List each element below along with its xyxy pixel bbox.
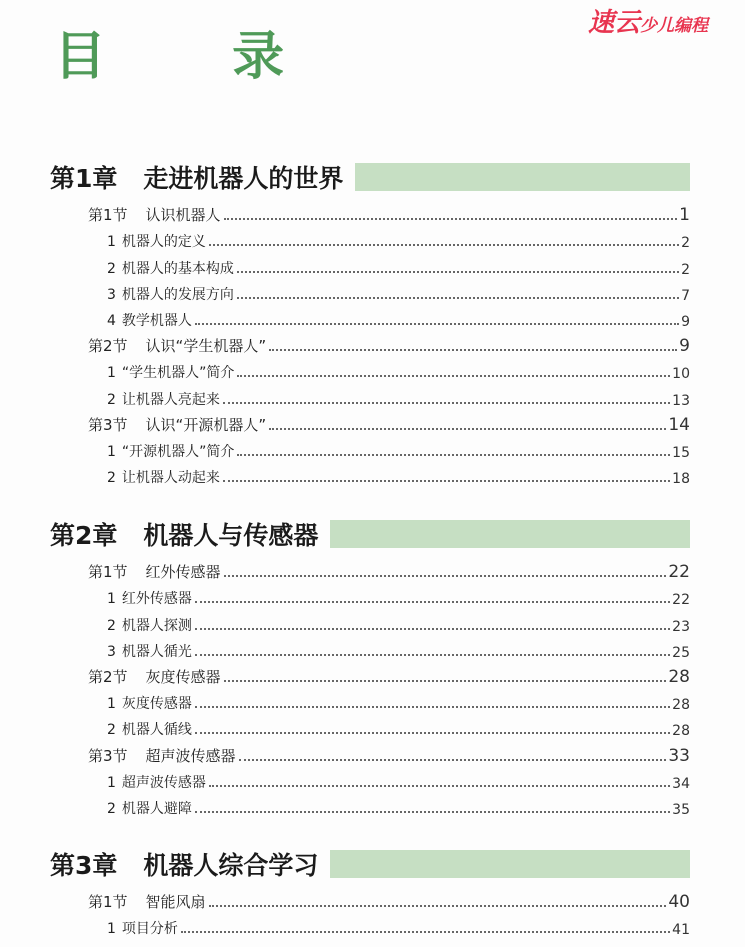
dot-leader bbox=[195, 601, 670, 603]
dot-leader bbox=[224, 680, 667, 682]
entry-number: 第2节 bbox=[88, 667, 128, 686]
page-number: 22 bbox=[668, 562, 690, 583]
chapter-heading[interactable] bbox=[50, 519, 690, 549]
dot-leader bbox=[195, 628, 670, 630]
chapter-3 bbox=[50, 849, 690, 938]
entry-label bbox=[107, 798, 192, 818]
entry-number: 3 bbox=[107, 286, 116, 303]
chapter-name: 走进机器人的世界 bbox=[143, 164, 344, 193]
toc-rows bbox=[50, 199, 690, 487]
entry-number: 1 bbox=[107, 443, 116, 460]
entry-label bbox=[107, 310, 192, 330]
chapter-title bbox=[50, 516, 318, 552]
entry-label bbox=[88, 745, 236, 766]
chapter-number: 第1章 bbox=[50, 164, 118, 193]
entry-label bbox=[88, 335, 266, 356]
entry-title: 教学机器人 bbox=[121, 312, 192, 329]
dot-leader bbox=[209, 785, 670, 787]
dot-leader bbox=[209, 905, 667, 907]
entry-number: 1 bbox=[107, 774, 116, 791]
entry-number: 1 bbox=[107, 234, 116, 251]
dot-leader bbox=[237, 454, 670, 456]
entry-label bbox=[107, 258, 234, 278]
entry-label bbox=[107, 588, 192, 608]
entry-label bbox=[107, 918, 178, 938]
page-number: 15 bbox=[672, 444, 690, 461]
page-number: 14 bbox=[668, 414, 690, 435]
chapter-name: 机器人综合学习 bbox=[143, 851, 319, 880]
toc-section-entry[interactable] bbox=[50, 556, 690, 582]
dot-leader bbox=[223, 402, 670, 404]
page-number: 9 bbox=[679, 336, 690, 357]
toc-title: 目 录 bbox=[54, 27, 339, 87]
brand-logo bbox=[588, 2, 708, 39]
entry-title: 超声波传感器 bbox=[145, 746, 236, 765]
dot-leader bbox=[224, 218, 678, 220]
toc-rows bbox=[50, 556, 690, 818]
chapter-bar bbox=[355, 163, 690, 191]
chapter-1 bbox=[50, 162, 690, 487]
page-number: 23 bbox=[672, 618, 690, 635]
entry-number: 第1节 bbox=[88, 206, 128, 225]
entry-number: 3 bbox=[107, 643, 116, 660]
page-number: 35 bbox=[672, 801, 690, 818]
entry-number: 第3节 bbox=[88, 746, 128, 765]
logo-main: 速云 bbox=[588, 8, 641, 38]
page-number: 25 bbox=[672, 644, 690, 661]
entry-title: 智能风扇 bbox=[145, 893, 206, 912]
entry-title: 认识机器人 bbox=[145, 206, 221, 225]
page-number: 18 bbox=[672, 471, 690, 488]
chapter-title bbox=[50, 159, 343, 195]
page-number: 41 bbox=[672, 922, 690, 939]
chapter-heading[interactable] bbox=[50, 849, 690, 879]
entry-title: 机器人探测 bbox=[121, 617, 192, 634]
dot-leader bbox=[209, 244, 679, 246]
entry-label bbox=[107, 441, 234, 461]
entry-title: 让机器人动起来 bbox=[121, 470, 220, 487]
chapter-bar bbox=[330, 520, 690, 548]
entry-number: 1 bbox=[107, 365, 116, 382]
toc-section-entry[interactable] bbox=[50, 739, 690, 765]
toc-section-entry[interactable] bbox=[50, 409, 690, 435]
toc-subsection-entry[interactable] bbox=[50, 766, 690, 792]
page-number: 22 bbox=[672, 592, 690, 609]
entry-label bbox=[107, 719, 192, 739]
dot-leader bbox=[224, 575, 667, 577]
entry-title: “开源机器人”简介 bbox=[121, 443, 235, 460]
dot-leader bbox=[195, 732, 670, 734]
entry-title: 超声波传感器 bbox=[121, 774, 206, 791]
entry-title: 机器人的定义 bbox=[121, 234, 206, 251]
page-number: 2 bbox=[681, 261, 690, 278]
entry-label bbox=[88, 204, 221, 225]
entry-number: 2 bbox=[107, 800, 116, 817]
entry-title: “学生机器人”简介 bbox=[121, 365, 235, 382]
chapter-heading[interactable] bbox=[50, 162, 690, 192]
page-number: 34 bbox=[672, 775, 690, 792]
entry-number: 1 bbox=[107, 696, 116, 713]
dot-leader bbox=[181, 931, 670, 933]
entry-title: 机器人避障 bbox=[121, 800, 192, 817]
page-number: 28 bbox=[672, 723, 690, 740]
entry-label bbox=[107, 615, 192, 635]
logo-sub: 少儿编程 bbox=[640, 16, 709, 36]
page-number: 28 bbox=[668, 666, 690, 687]
entry-number: 第1节 bbox=[88, 893, 128, 912]
toc-subsection-entry[interactable] bbox=[50, 608, 690, 634]
chapter-number: 第3章 bbox=[50, 851, 118, 880]
entry-label bbox=[107, 362, 234, 382]
entry-title: 认识“开源机器人” bbox=[145, 415, 267, 434]
toc-subsection-entry[interactable] bbox=[50, 382, 690, 408]
toc-subsection-entry[interactable] bbox=[50, 461, 690, 487]
entry-number: 1 bbox=[107, 921, 116, 938]
chapter-title bbox=[50, 846, 318, 882]
page-number: 40 bbox=[668, 892, 690, 913]
toc-subsection-entry[interactable] bbox=[50, 687, 690, 713]
entry-label bbox=[107, 641, 192, 661]
entry-title: 项目分析 bbox=[121, 921, 178, 938]
entry-label bbox=[88, 561, 221, 582]
entry-number: 第1节 bbox=[88, 563, 128, 582]
page-number: 1 bbox=[679, 205, 690, 226]
toc-subsection-entry[interactable] bbox=[50, 713, 690, 739]
entry-label bbox=[107, 772, 206, 792]
dot-leader bbox=[237, 375, 670, 377]
dot-leader bbox=[237, 297, 679, 299]
page-number: 33 bbox=[668, 745, 690, 766]
entry-number: 2 bbox=[107, 391, 116, 408]
chapter-name: 机器人与传感器 bbox=[143, 521, 319, 550]
chapter-2 bbox=[50, 519, 690, 818]
entry-label bbox=[107, 693, 192, 713]
chapter-bar bbox=[330, 850, 690, 878]
entry-label bbox=[88, 891, 206, 912]
dot-leader bbox=[239, 759, 667, 761]
page-number: 7 bbox=[681, 287, 690, 304]
dot-leader bbox=[195, 323, 679, 325]
dot-leader bbox=[237, 271, 679, 273]
toc-subsection-entry[interactable] bbox=[50, 356, 690, 382]
toc-subsection-entry[interactable] bbox=[50, 225, 690, 251]
entry-label bbox=[107, 231, 206, 251]
entry-title: 灰度传感器 bbox=[145, 667, 221, 686]
toc-section-entry[interactable] bbox=[50, 330, 690, 356]
entry-title: 机器人循光 bbox=[121, 643, 192, 660]
toc-subsection-entry[interactable] bbox=[50, 635, 690, 661]
toc-subsection-entry[interactable] bbox=[50, 435, 690, 461]
entry-title: 红外传感器 bbox=[145, 563, 221, 582]
toc-section-entry[interactable] bbox=[50, 886, 690, 912]
dot-leader bbox=[269, 349, 677, 351]
entry-label bbox=[107, 284, 234, 304]
entry-number: 2 bbox=[107, 722, 116, 739]
dot-leader bbox=[269, 428, 666, 430]
toc-section-entry[interactable] bbox=[50, 661, 690, 687]
entry-number: 4 bbox=[107, 312, 116, 329]
toc-rows bbox=[50, 886, 690, 938]
dot-leader bbox=[195, 811, 670, 813]
page-number: 28 bbox=[672, 697, 690, 714]
toc-section-entry[interactable] bbox=[50, 199, 690, 225]
entry-title: 红外传感器 bbox=[121, 591, 192, 608]
page-number: 13 bbox=[672, 392, 690, 409]
page-number: 9 bbox=[681, 313, 690, 330]
entry-number: 2 bbox=[107, 617, 116, 634]
entry-title: 机器人的发展方向 bbox=[121, 286, 234, 303]
entry-number: 2 bbox=[107, 470, 116, 487]
dot-leader bbox=[195, 706, 670, 708]
entry-number: 2 bbox=[107, 260, 116, 277]
toc-subsection-entry[interactable] bbox=[50, 304, 690, 330]
dot-leader bbox=[223, 480, 670, 482]
entry-label bbox=[107, 389, 220, 409]
toc-subsection-entry[interactable] bbox=[50, 792, 690, 818]
entry-title: 让机器人亮起来 bbox=[121, 391, 220, 408]
toc-subsection-entry[interactable] bbox=[50, 582, 690, 608]
entry-number: 第2节 bbox=[88, 337, 128, 356]
entry-title: 灰度传感器 bbox=[121, 696, 192, 713]
entry-label bbox=[107, 467, 220, 487]
entry-number: 第3节 bbox=[88, 415, 128, 434]
toc-subsection-entry[interactable] bbox=[50, 251, 690, 277]
entry-number: 1 bbox=[107, 591, 116, 608]
entry-title: 机器人循线 bbox=[121, 722, 192, 739]
chapter-number: 第2章 bbox=[50, 521, 118, 550]
entry-title: 认识“学生机器人” bbox=[145, 337, 267, 356]
page-number: 10 bbox=[672, 366, 690, 383]
page-number: 2 bbox=[681, 235, 690, 252]
entry-title: 机器人的基本构成 bbox=[121, 260, 234, 277]
dot-leader bbox=[195, 654, 670, 656]
toc-subsection-entry[interactable] bbox=[50, 912, 690, 938]
entry-label bbox=[88, 666, 221, 687]
entry-label bbox=[88, 414, 266, 435]
toc-subsection-entry[interactable] bbox=[50, 278, 690, 304]
